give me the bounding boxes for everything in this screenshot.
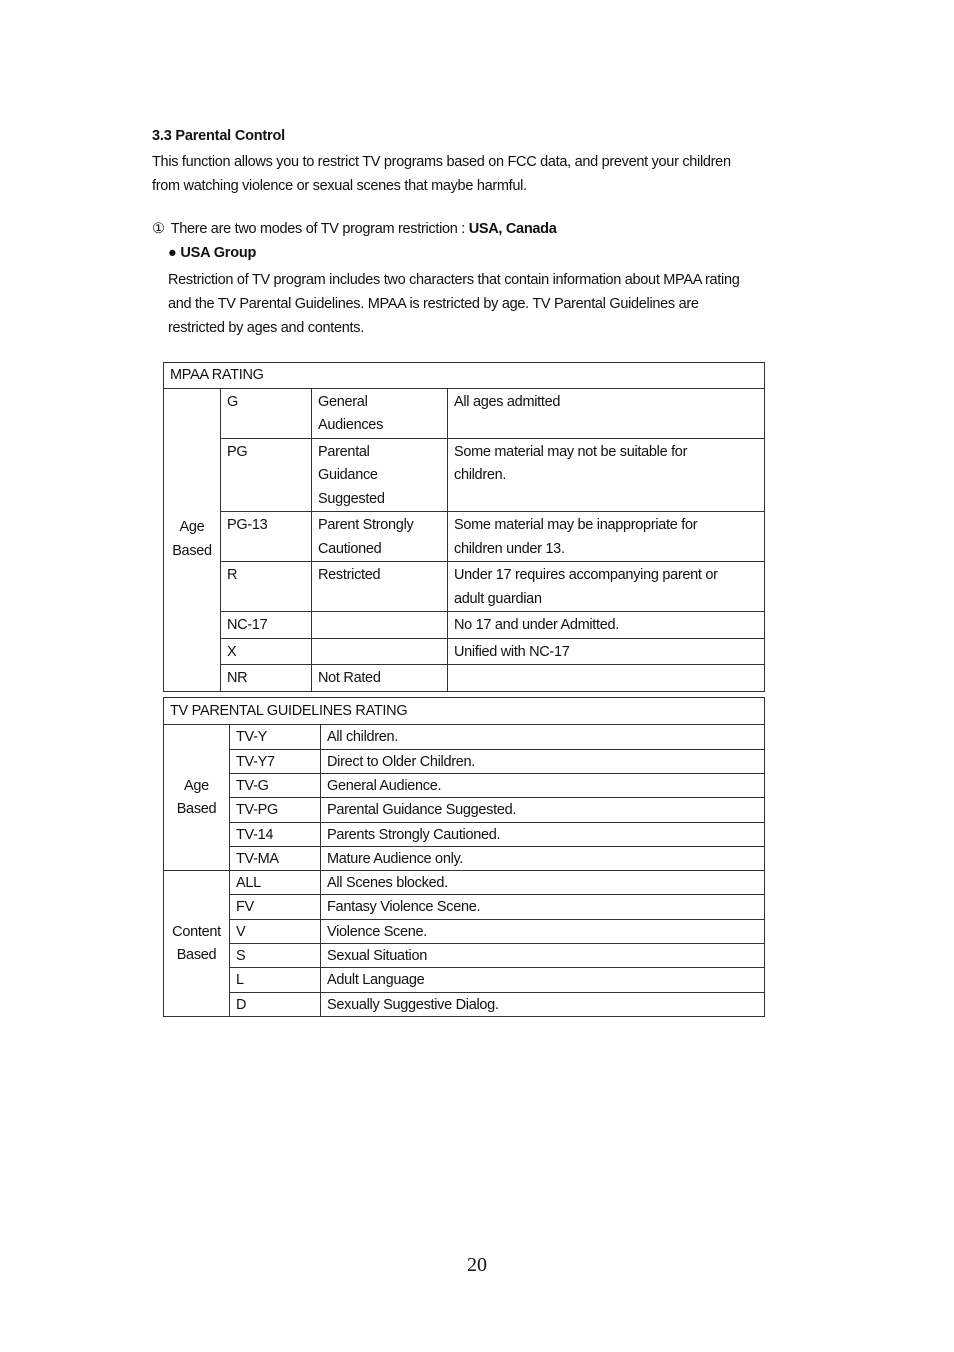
- rating-description: Violence Scene.: [321, 919, 765, 943]
- group-label-age-based: [164, 388, 221, 691]
- rating-code: NR: [221, 665, 312, 692]
- intro-line: from watching violence or sexual scenes that maybe harmful.: [152, 178, 527, 194]
- rating-code: V: [230, 919, 321, 943]
- intro-line: This function allows you to restrict TV programs based on FCC data, and prevent your children: [152, 154, 731, 170]
- table-row: [164, 562, 765, 612]
- section-title: 3.3 Parental Control: [152, 128, 285, 144]
- group-label-age-based: [164, 725, 230, 871]
- bullet-icon: ●: [168, 245, 177, 261]
- table-row: [164, 919, 765, 943]
- rating-name: [312, 612, 448, 639]
- rating-description: [448, 665, 765, 692]
- group-label-line: Based: [176, 947, 217, 964]
- rating-description: Adult Language: [321, 968, 765, 992]
- rating-description: Sexually Suggestive Dialog.: [321, 992, 765, 1016]
- group-label-line: Based: [172, 542, 212, 559]
- group-label-line: Content: [172, 923, 221, 940]
- group-label-line: Age: [184, 777, 209, 794]
- rating-description: General Audience.: [321, 773, 765, 797]
- table-row: [164, 388, 765, 438]
- rating-code: X: [221, 638, 312, 665]
- rating-code: TV-PG: [230, 798, 321, 822]
- circled-one-marker: ①: [152, 221, 165, 237]
- usa-group-description: [168, 268, 808, 340]
- intro-paragraph: [152, 150, 832, 198]
- modes-list: USA, Canada: [468, 221, 557, 237]
- rating-description: Under 17 requires accompanying parent or adult guardian: [448, 562, 765, 612]
- usa-group-title: [168, 245, 256, 261]
- table-row: [164, 968, 765, 992]
- rating-description: All Scenes blocked.: [321, 871, 765, 895]
- group-label-line: Based: [176, 801, 217, 818]
- rating-code: ALL: [230, 871, 321, 895]
- rating-name: Restricted: [312, 562, 448, 612]
- rating-code: D: [230, 992, 321, 1016]
- description-line: restricted by ages and contents.: [168, 320, 364, 336]
- rating-description: No 17 and under Admitted.: [448, 612, 765, 639]
- rating-description: Direct to Older Children.: [321, 749, 765, 773]
- group-label-content-based: [164, 871, 230, 1017]
- rating-code: TV-14: [230, 822, 321, 846]
- table-row: [164, 725, 765, 749]
- rating-description: Some material may not be suitable for children.: [448, 438, 765, 512]
- table-row: [164, 992, 765, 1016]
- table-row: [164, 895, 765, 919]
- table-row: [164, 638, 765, 665]
- rating-code: PG-13: [221, 512, 312, 562]
- table-title: MPAA RATING: [164, 363, 765, 389]
- table-row: [164, 438, 765, 512]
- rating-code: S: [230, 944, 321, 968]
- table-row: [164, 822, 765, 846]
- rating-description: All children.: [321, 725, 765, 749]
- rating-description: Parental Guidance Suggested.: [321, 798, 765, 822]
- rating-description: Unified with NC-17: [448, 638, 765, 665]
- restriction-modes: [152, 221, 556, 237]
- rating-code: G: [221, 388, 312, 438]
- description-line: Restriction of TV program includes two characters that contain information about MPAA rating: [168, 272, 740, 288]
- rating-name: [312, 638, 448, 665]
- rating-name: Parent Strongly Cautioned: [312, 512, 448, 562]
- rating-code: TV-Y: [230, 725, 321, 749]
- tv-parental-guidelines-table: [163, 697, 765, 1017]
- group-label-line: Age: [179, 519, 205, 535]
- rating-code: PG: [221, 438, 312, 512]
- table-row: [164, 944, 765, 968]
- rating-code: TV-Y7: [230, 749, 321, 773]
- rating-code: TV-MA: [230, 846, 321, 870]
- table-row: [164, 512, 765, 562]
- rating-description: Fantasy Violence Scene.: [321, 895, 765, 919]
- rating-code: NC-17: [221, 612, 312, 639]
- table-row: [164, 798, 765, 822]
- rating-code: L: [230, 968, 321, 992]
- table-row: [164, 846, 765, 870]
- rating-code: R: [221, 562, 312, 612]
- rating-description: Some material may be inappropriate for children under 13.: [448, 512, 765, 562]
- mpaa-rating-table: [163, 362, 765, 692]
- table-title: TV PARENTAL GUIDELINES RATING: [164, 698, 765, 725]
- rating-name: Parental Guidance Suggested: [312, 438, 448, 512]
- table-row: [164, 871, 765, 895]
- modes-text: There are two modes of TV program restriction :: [170, 221, 469, 237]
- rating-description: All ages admitted: [448, 388, 765, 438]
- rating-code: FV: [230, 895, 321, 919]
- table-row: [164, 749, 765, 773]
- table-row: [164, 773, 765, 797]
- description-line: and the TV Parental Guidelines. MPAA is restricted by age. TV Parental Guidelines are: [168, 296, 699, 312]
- table-row: [164, 612, 765, 639]
- rating-name: Not Rated: [312, 665, 448, 692]
- rating-code: TV-G: [230, 773, 321, 797]
- page-number: 20: [467, 1254, 487, 1276]
- rating-description: Mature Audience only.: [321, 846, 765, 870]
- table-row: [164, 665, 765, 692]
- rating-description: Parents Strongly Cautioned.: [321, 822, 765, 846]
- rating-name: General Audiences: [312, 388, 448, 438]
- usa-group-label: USA Group: [180, 245, 257, 261]
- rating-description: Sexual Situation: [321, 944, 765, 968]
